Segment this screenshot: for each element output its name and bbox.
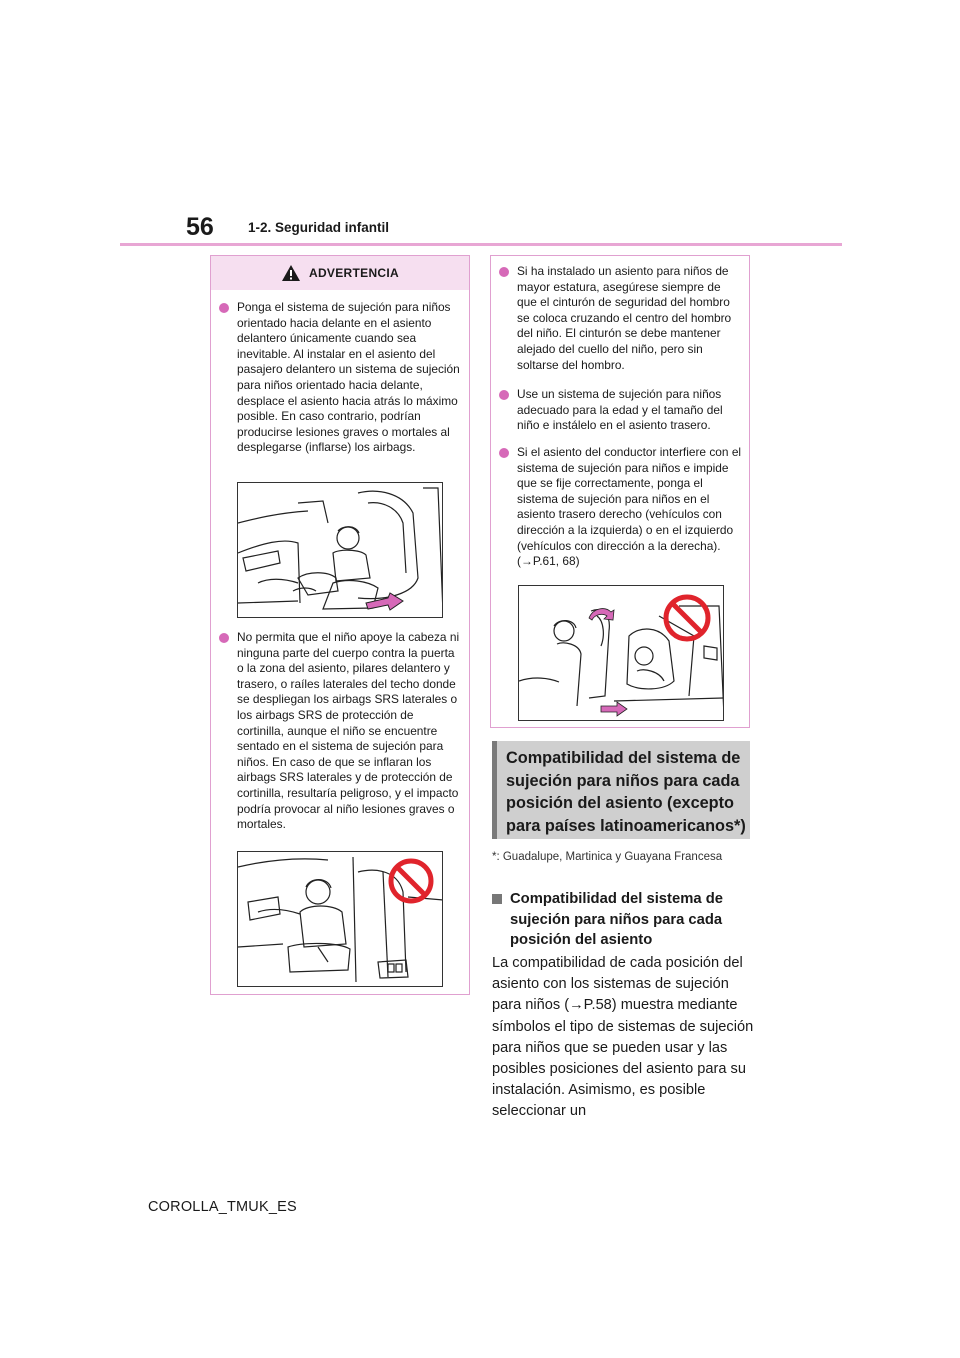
section-title: 1-2. Seguridad infantil: [248, 220, 390, 235]
child-seat-front-illustration: [237, 482, 443, 618]
body-paragraph: La compatibilidad de cada posición del asiento con los sistemas de sujeción para niños (→P.58) muestra mediante símbolos el tipo de sistemas de sujeción para niños que se pueden usar y las posibles posiciones del asiento para su instalación. Asimismo, es posible seleccionar un: [492, 955, 754, 1120]
warning-item: [499, 264, 743, 373]
bullet-dot-icon: [219, 303, 229, 313]
bullet-dot-icon: [499, 390, 509, 400]
child-leaning-door-illustration: [237, 851, 443, 987]
footnote: *: Guadalupe, Martinica y Guayana Francesa: [492, 851, 723, 863]
warning-item: [219, 300, 463, 456]
child-seat-front-drawing: [238, 483, 443, 618]
subheading: [492, 889, 752, 951]
prohibition-icon: [661, 592, 713, 644]
heading-text: Compatibilidad del sistema de sujeción para niños para cada posición del asiento (excepto para países latinoamericanos*): [506, 749, 746, 835]
prohibition-icon: [386, 856, 436, 906]
document-id: COROLLA_TMUK_ES: [148, 1199, 297, 1215]
warning-item-text: Si ha instalado un asiento para niños de mayor estatura, asegúrese siempre de que el cinturón de seguridad del hombro se coloca cruzando el centro del hombro del niño. El cinturón se debe mantener alejado del cuello del niño, pero sin soltarse del hombro.: [517, 264, 732, 372]
warning-box-left: [210, 255, 470, 995]
bullet-dot-icon: [499, 267, 509, 277]
warning-title: ADVERTENCIA: [309, 266, 399, 280]
subheading-text: Compatibilidad del sistema de sujeción para niños para cada posición del asiento: [510, 891, 723, 948]
bullet-dot-icon: [499, 448, 509, 458]
warning-item-text: Si el asiento del conductor interfiere con el sistema de sujeción para niños e impide que se fije correctamente, ponga el sistema de sujeción para niños en el asiento trasero derecho (vehículos con dirección a la izquierda) o en el izquierdo (vehículos con dirección a la derecha). (→P.61, 68): [517, 445, 742, 569]
driver-seat-interference-illustration: [518, 585, 724, 721]
warning-triangle-icon: [281, 264, 301, 282]
warning-item-text: No permita que el niño apoye la cabeza ni ninguna parte del cuerpo contra la puerta o la zona del asiento, pilares delantero y trasero, o raíles laterales del techo donde se despliegan los airbags SRS laterales o los airbags SRS de protección de cortinilla, aunque el niño se encuentre sentado en el sistema de sujeción para niños. En caso de que se inflaran los airbags SRS laterales y de protección de cortinilla, resultaría peligroso, y el impacto podría provocar al niño lesiones graves o mortales.: [237, 630, 460, 832]
warning-item-text: Use un sistema de sujeción para niños adecuado para la edad y el tamaño del niño e instálelo en el asiento trasero.: [517, 387, 723, 433]
page-number: 56: [186, 213, 214, 241]
warning-item: [499, 387, 743, 434]
warning-header: [211, 256, 469, 290]
compatibility-section-heading: [492, 741, 750, 839]
header-rule: [120, 243, 842, 246]
warning-item: [219, 630, 463, 833]
warning-box-right: [490, 255, 750, 728]
warning-item-text: Ponga el sistema de sujeción para niños orientado hacia delante en el asiento delantero únicamente cuando sea inevitable. Al instalar en el asiento del pasajero delantero un sistema de sujeción para niños orientado hacia delante, desplace el asiento hacia atrás lo máximo posible. En caso contrario, podrían producirse lesiones graves o mortales al desplegarse (inflarse) los airbags.: [237, 300, 460, 455]
square-bullet-icon: [492, 894, 502, 904]
bullet-dot-icon: [219, 633, 229, 643]
warning-item: [499, 445, 743, 570]
